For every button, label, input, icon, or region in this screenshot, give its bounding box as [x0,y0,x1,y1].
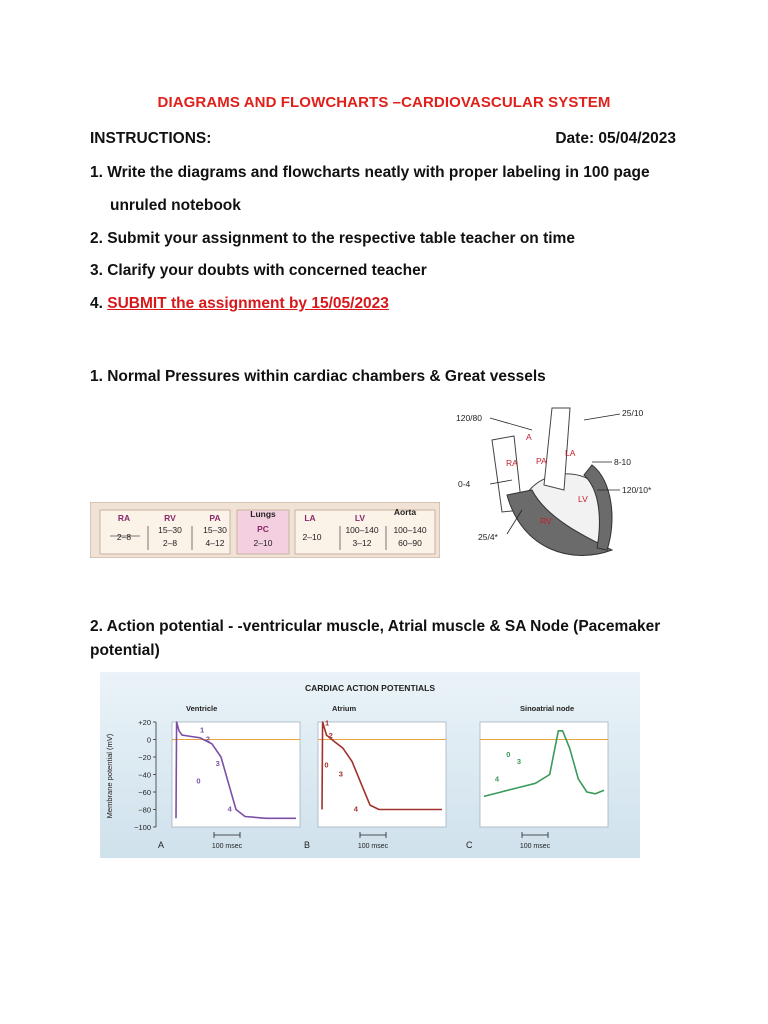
phase-label: 1 [200,725,205,735]
phase-label: 4 [494,774,500,784]
scale-label: 100 msec [211,843,243,850]
y-tick-label: −20 [138,753,151,762]
label-rv-pressure: 25/4* [478,532,498,542]
label-a: A [526,432,532,442]
date-label: Date: 05/04/2023 [555,130,676,147]
value-pa-top: 15–30 [203,525,227,535]
label-la-pressure: 8-10 [614,457,632,467]
phase-label: 3 [516,757,522,766]
panel-letter: B [304,840,311,850]
phase-label: 0 [506,750,511,759]
value-rv-top: 15–30 [158,525,182,535]
document-title: DIAGRAMS AND FLOWCHARTS –CARDIOVASCULAR SYSTEM [157,94,611,111]
heart-pressure-diagram [452,400,682,575]
header-pa: PA [209,513,221,523]
panel-frame [172,722,300,827]
value-pa-bottom: 4–12 [205,538,225,548]
submission-deadline: SUBMIT the assignment by 15/05/2023 [107,295,389,312]
value-rv-bottom: 2–8 [162,538,178,548]
label-ra: RA [506,458,518,468]
y-tick-label: 0 [146,735,151,745]
y-tick-label: −60 [138,788,151,797]
panel-name: Atrium [332,704,357,713]
section-2-heading-cont: potential) [90,642,160,659]
header-la: LA [304,513,316,523]
y-tick-label: −80 [138,805,151,815]
instruction-1-cont: unruled notebook [110,197,241,214]
section-2-heading: 2. Action potential - -ventricular muscle, Atrial muscle & SA Node (Pacemaker [90,618,661,635]
phase-label: 0 [196,776,201,786]
instructions-label: INSTRUCTIONS: [90,130,212,147]
label-la: LA [565,448,576,458]
label-lv: LV [578,494,588,504]
phase-label: 2 [328,730,333,740]
instruction-4-prefix: 4. [90,295,108,312]
label-lv-pressure: 120/10* [622,485,652,495]
phase-label: 1 [325,718,330,728]
header-ra: RA [117,513,131,523]
label-rv: RV [540,516,552,526]
panel-frame [480,722,608,827]
header-pc: PC [257,524,269,534]
instruction-4 [90,295,389,313]
panel-name: Sinoatrial node [520,704,575,713]
instruction-2: 2. Submit your assignment to the respective table teacher on time [90,230,575,247]
y-axis-label: Membrane potential (mV) [105,733,114,819]
label-pa: PA [536,456,547,466]
value-lv-top: 100–140 [345,525,379,535]
panel-letter: A [158,840,165,850]
value-la: 2–10 [302,532,322,542]
phase-label: 2 [205,734,210,744]
value-aorta-bottom: 60–90 [398,538,422,548]
panel-letter: C [466,840,473,850]
phase-label: 4 [353,804,358,814]
value-ra: 2–8 [116,532,132,542]
scale-label: 100 msec [519,843,551,850]
phase-label: 4 [227,804,232,814]
y-tick-label: −100 [134,823,151,832]
header-lv: LV [354,513,366,523]
phase-label: 3 [338,769,343,779]
section-1-heading: 1. Normal Pressures within cardiac chambers & Great vessels [90,368,546,385]
panel-name: Ventricle [186,704,218,713]
value-lv-bottom: 3–12 [352,538,372,548]
action-potential-chart [100,672,640,858]
value-pc: 2–10 [253,538,273,548]
header-rv: RV [164,513,176,523]
y-tick-label: +20 [138,718,151,727]
chart-title: CARDIAC ACTION POTENTIALS [304,683,436,693]
label-aorta-pressure: 120/80 [456,413,482,423]
pressure-strip [90,502,440,558]
header-aorta: Aorta [393,507,417,517]
phase-label: 0 [324,760,329,770]
y-tick-label: −40 [138,770,151,780]
scale-label: 100 msec [357,843,389,850]
phase-label: 3 [215,758,220,768]
instruction-3: 3. Clarify your doubts with concerned teacher [90,262,427,279]
label-ra-pressure: 0-4 [458,479,471,489]
label-pa-pressure: 25/10 [622,408,644,418]
value-aorta-top: 100–140 [393,525,427,535]
panel-frame [318,722,446,827]
instruction-1: 1. Write the diagrams and flowcharts neatly with proper labeling in 100 page [90,164,650,181]
header-lungs: Lungs [250,509,276,519]
